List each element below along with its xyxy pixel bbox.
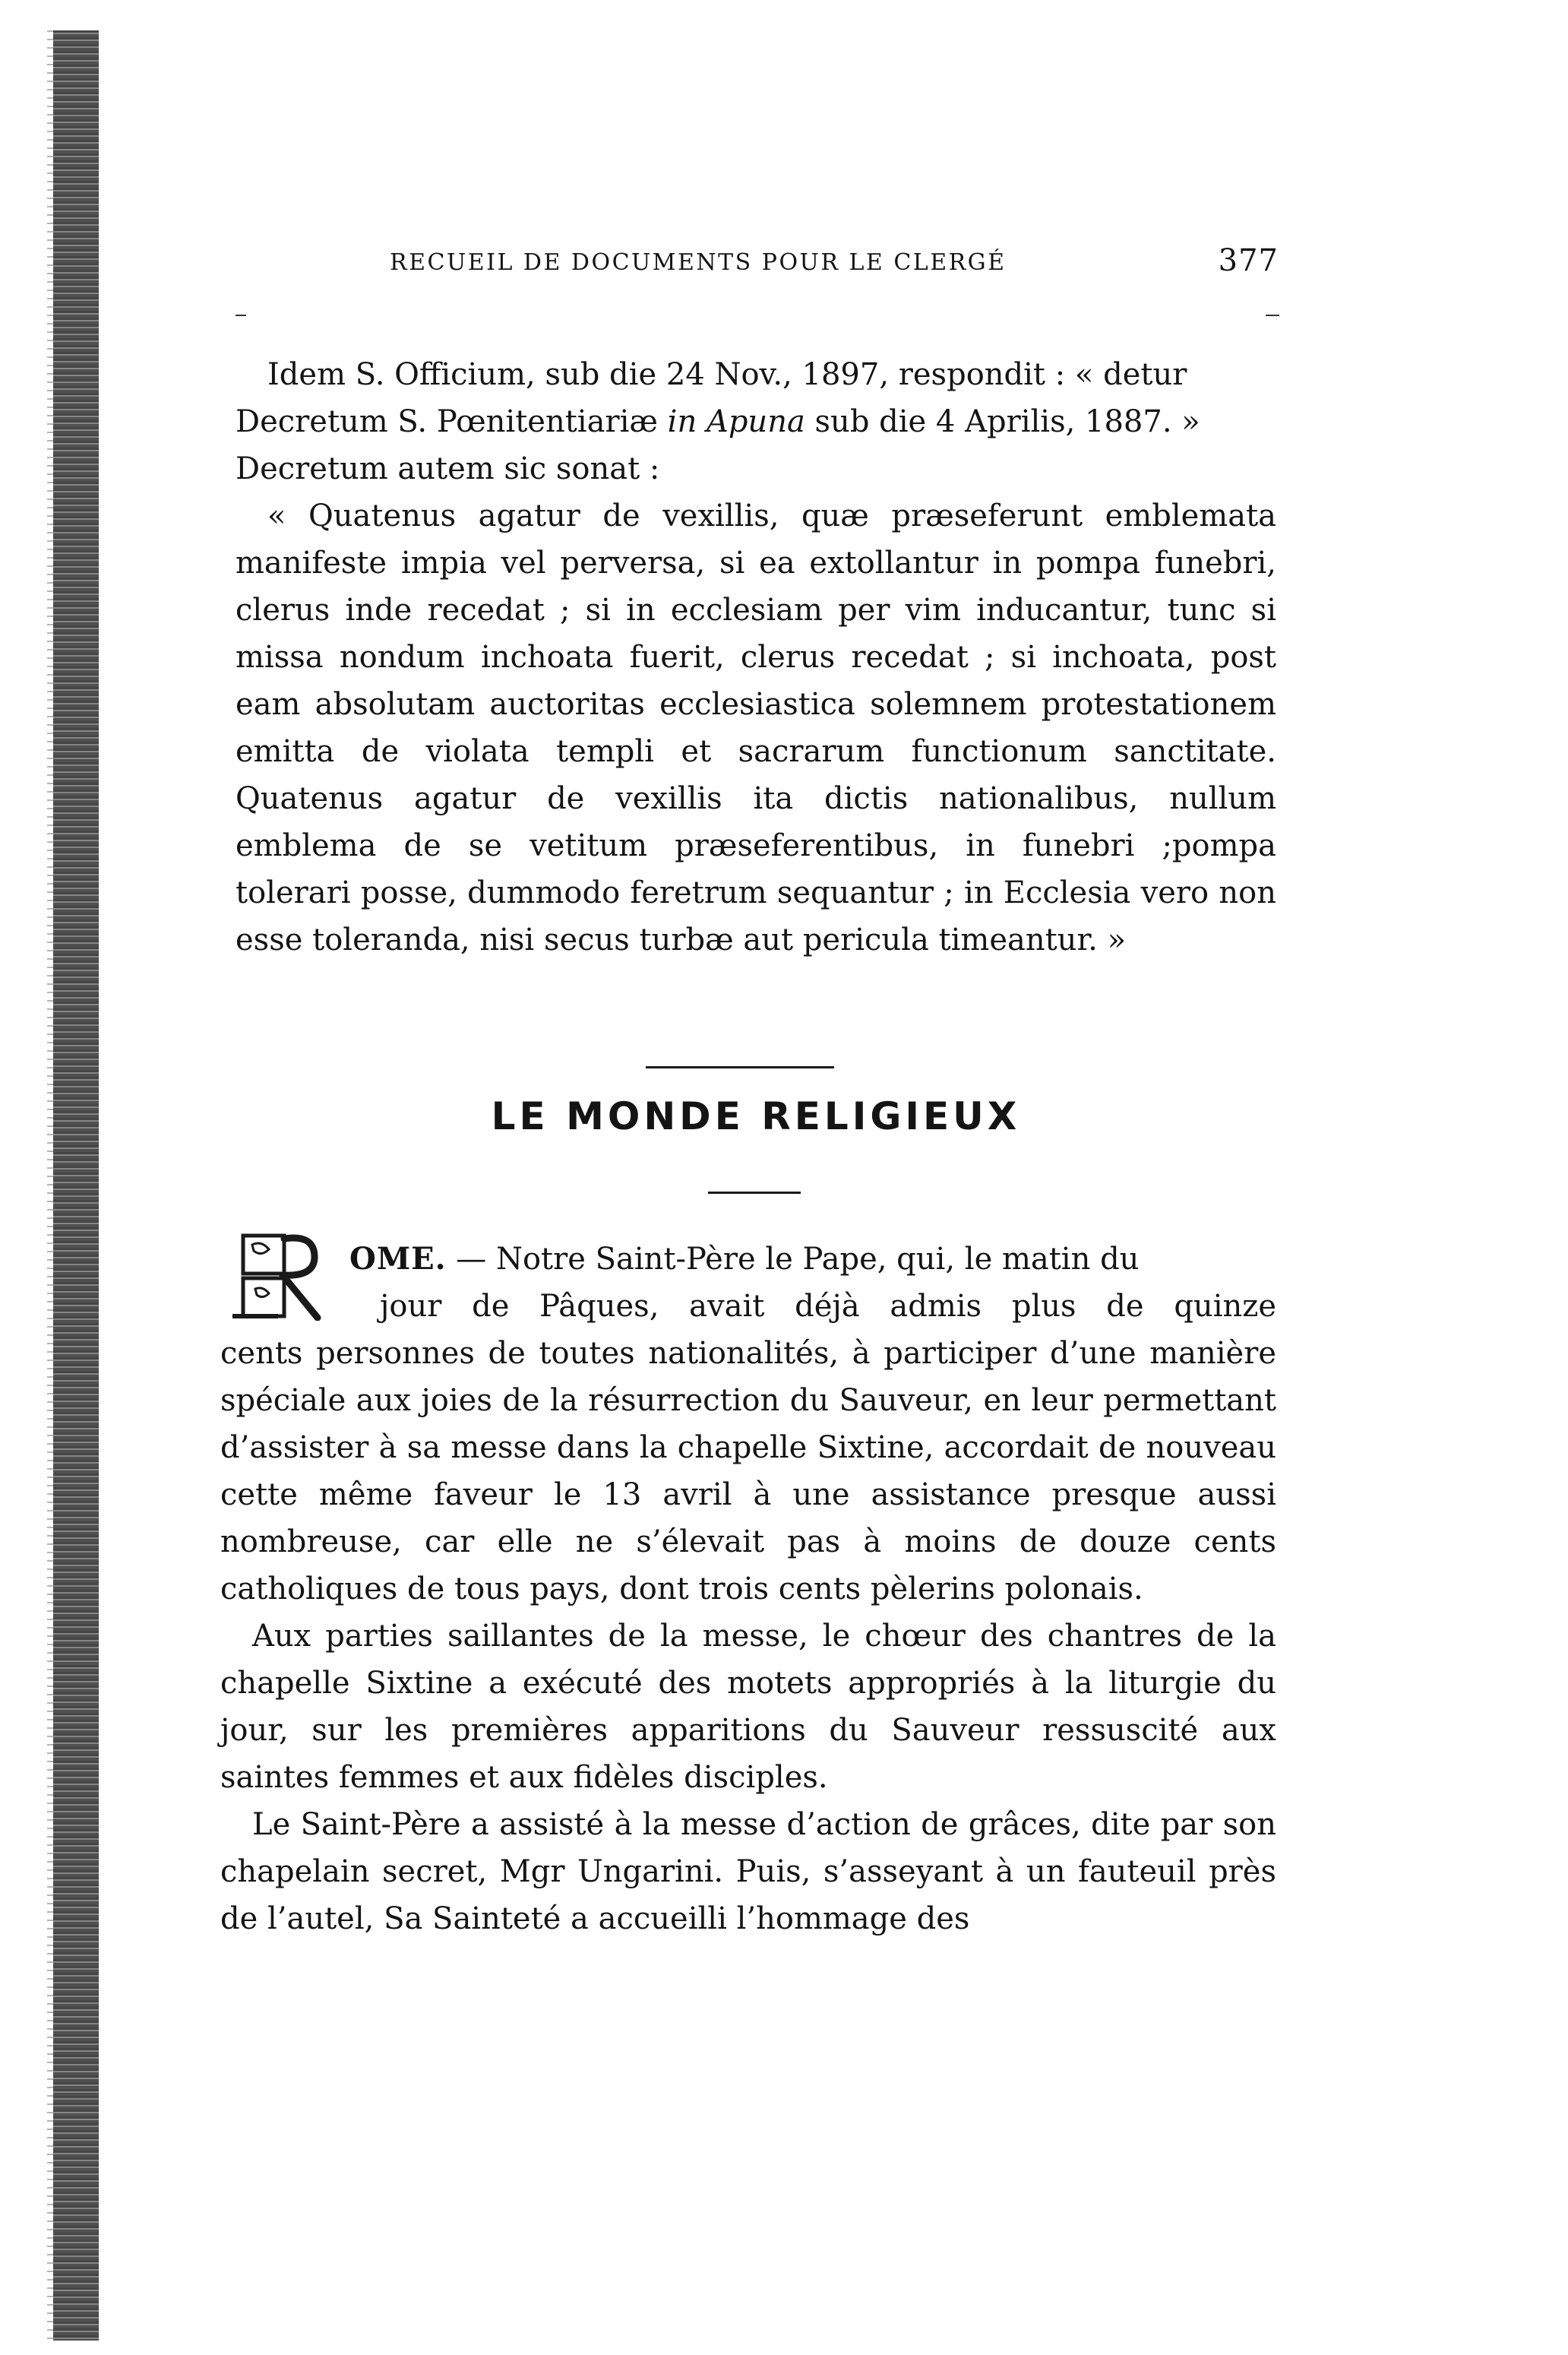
page-number: 377 [1218,243,1279,278]
running-title: RECUEIL DE DOCUMENTS POUR LE CLERGÉ [390,249,1007,276]
article-body [220,1330,1276,1942]
dropcap-letter-text: R [229,1231,230,1232]
decree-line-2 [236,398,1276,445]
dropcap-letter-r [283,1238,318,1318]
decree-line-3: Decretum autem sic sonat : [236,451,660,486]
binding-shadow-faint [47,30,53,2341]
decree-place-italic: in Apuna [667,404,805,439]
article-lead-word: OME. [349,1241,447,1277]
rule-above-heading [646,1066,834,1068]
decree-line-2-start: Decretum S. Pœnitentiariæ [236,404,668,439]
binding-edge [53,30,99,2341]
header-dash-right [1266,315,1279,316]
running-header [390,243,1279,281]
header-dash-left [236,315,246,316]
rule-below-heading [708,1192,801,1194]
article-paragraph-1: cents personnes de toutes nationalités, à participer d’une manière spéciale aux joies de la résurrection du Sauveur, en leur permettant d’assister à sa messe dans la chapelle Sixtine, accordait de nouveau cette même faveur le 13 avril à une assistance presque aussi nombreuse, car elle ne s’élevait pas à moins de douze cents catholiques de tous pays, dont trois cents pèlerins polonais. [220,1336,1276,1606]
decree-quote: « Quatenus agatur de vexillis, quæ præseferunt emblemata manifeste impia vel perversa, si ea extollantur in pompa funebri, clerus inde recedat ; si in ecclesiam per vim inducantur, tunc si missa nondum inchoata fuerit, clerus recedat ; si inchoata, post eam absolutam auctoritas ecclesiastica solemnem protestationem emitta de violata templi et sacrarum functionum sanctitate. Quatenus agatur de vexillis ita dictis nationalibus, nullum emblema de se vetitum præseferentibus, in funebri ;pompa tolerari posse, dummodo feretrum sequantur ; in Ecclesia vero non esse toleranda, nisi secus turbæ aut pericula timeantur. » [236,499,1276,958]
article-paragraph-3: Le Saint-Père a assisté à la messe d’action de grâces, dite par son chapelain secret, Mgr Ungarini. Puis, s’asseyant à un fauteuil près de l’autel, Sa Sainteté a accueilli l’hommage des [220,1807,1276,1936]
article-first-line-rest: — Notre Saint-Père le Pape, qui, le matin du [446,1242,1140,1277]
decree-block [236,351,1276,964]
article-first-line [349,1236,1284,1283]
decree-line-1: Idem S. Officium, sub die 24 Nov., 1897, respondit : « detur [267,357,1187,392]
section-heading: LE MONDE RELIGIEUX [491,1094,1021,1138]
article-paragraph-2: Aux parties saillantes de la messe, le chœur des chantres de la chapelle Sixtine a exécuté des motets appropriés à la liturgie du jour, sur les premières apparitions du Sauveur ressuscité aux saintes femmes et aux fidèles disciples. [220,1619,1276,1795]
article-second-line [380,1283,1276,1330]
article-second-line-text: jour de Pâques, avait déjà admis plus de quinze [380,1289,1276,1324]
dropcap-upper-box [243,1236,284,1274]
decree-line-2-end: sub die 4 Aprilis, 1887. » [805,404,1200,439]
dropcap-flourish [252,1243,269,1297]
ornamental-dropcap-icon [229,1231,343,1321]
